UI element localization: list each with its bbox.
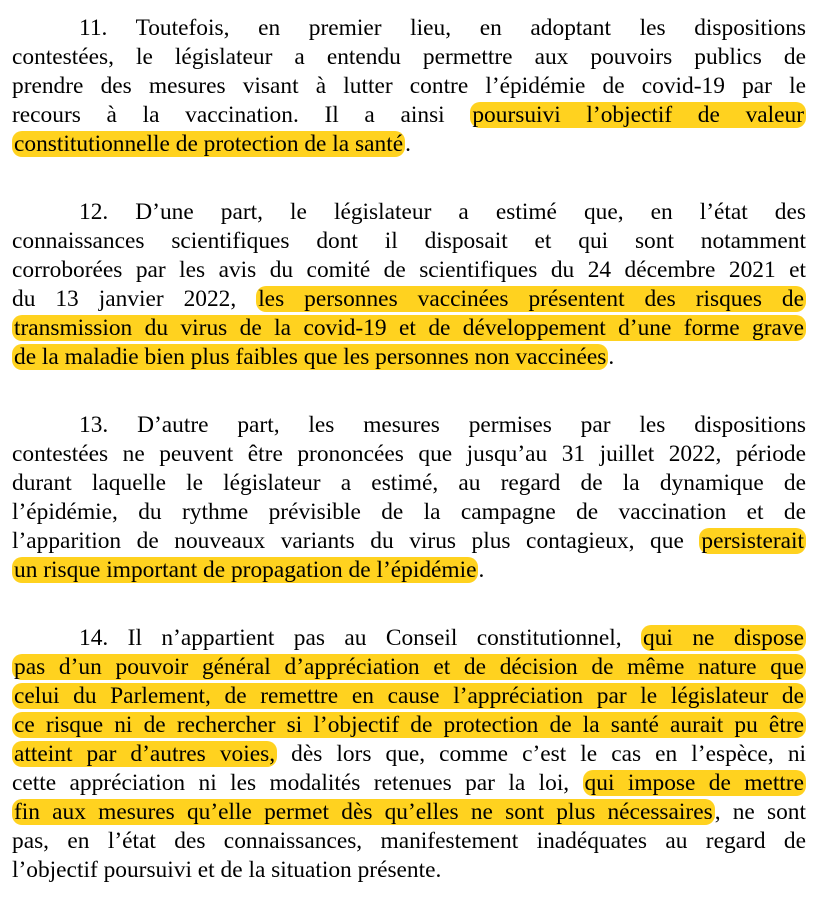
highlight: celui du Parlement, de remettre en cause l’appréciation par le législateur de (14, 683, 804, 709)
highlight: qui impose de mettre (584, 770, 804, 796)
paragraph-11-line-1: 11. Toutefois, en premier lieu, en adoptant les dispositions (79, 15, 806, 41)
paragraph-13-line-3: durant laquelle le législateur a estimé, au regard de la dynamique de (12, 470, 806, 496)
paragraph-14-line-4 (12, 711, 806, 740)
paragraph-13-line-4: l’épidémie, du rythme prévisible de la campagne de vaccination et de (12, 499, 806, 525)
paragraph-14-line-3 (12, 682, 806, 711)
highlight: poursuivi l’objectif de valeur (472, 102, 805, 128)
paragraph-12-line-5 (12, 314, 806, 343)
highlight: transmission du virus de la covid-19 et de développement d’une forme grave (14, 315, 804, 341)
paragraph-11-line-2: contestées, le législateur a entendu permettre aux pouvoirs publics de (12, 44, 806, 70)
paragraph-12-line-1: 12. D’une part, le législateur a estimé que, en l’état des (79, 199, 806, 225)
paragraph-13-line-5: l’apparition de nouveaux variants du virus plus contagieux, que persisterait (12, 528, 804, 554)
paragraph-14-line-8: pas, en l’état des connaissances, manifestement inadéquates au regard de (12, 828, 806, 854)
paragraph-14-line-1: 14. Il n’appartient pas au Conseil constitutionnel, qui ne dispose (79, 625, 804, 651)
paragraph-12-line-6: de la maladie bien plus faibles que les personnes non vaccinées. (14, 344, 615, 370)
paragraph-11-line-4: recours à la vaccination. Il a ainsi poursuivi l’objectif de valeur (12, 102, 805, 128)
paragraph-14-line-2 (12, 653, 806, 682)
highlight: fin aux mesures qu’elle permet dès qu’elles ne sont plus nécessaires (14, 799, 713, 825)
highlight: constitutionnelle de protection de la santé (14, 131, 404, 157)
paragraph-14-line-5: atteint par d’autres voies, dès lors que, comme c’est le cas en l’espèce, ni (14, 741, 807, 767)
highlight: ce risque ni de rechercher si l’objectif de protection de la santé aurait pu être (14, 712, 804, 738)
highlight: persisterait (701, 528, 804, 554)
paragraph-11-line-5: constitutionnelle de protection de la santé. (14, 131, 411, 157)
paragraph-12-line-4: du 13 janvier 2022, les personnes vaccinées présentent des risques de (12, 286, 804, 312)
paragraph-14-line-7: fin aux mesures qu’elle permet dès qu’elles ne sont plus nécessaires, ne sont (14, 799, 806, 825)
paragraph-12-line-2: connaissances scientifiques dont il disposait et qui sont notamment (12, 228, 806, 254)
highlight: un risque important de propagation de l’épidémie (14, 557, 477, 583)
paragraph-14-line-9: l’objectif poursuivi et de la situation présente. (12, 857, 442, 883)
highlight: les personnes vaccinées présentent des risques de (258, 286, 804, 312)
paragraph-12-line-3: corroborées par les avis du comité de scientifiques du 24 décembre 2021 et (12, 257, 806, 283)
paragraph-14-line-6: cette appréciation ni les modalités retenues par la loi, qui impose de mettre (12, 770, 804, 796)
highlight: de la maladie bien plus faibles que les personnes non vaccinées (14, 344, 607, 370)
paragraph-13-line-6: un risque important de propagation de l’épidémie. (14, 557, 485, 583)
highlight: qui ne dispose (643, 625, 804, 651)
highlight: atteint par d’autres voies, (14, 741, 276, 767)
highlight: pas d’un pouvoir général d’appréciation et de décision de même nature que (14, 654, 804, 680)
paragraph-11-line-3: prendre des mesures visant à lutter contre l’épidémie de covid-19 par le (12, 73, 806, 99)
paragraph-13-line-1: 13. D’autre part, les mesures permises par les dispositions (79, 412, 806, 438)
paragraph-13-line-2: contestées ne peuvent être prononcées que jusqu’au 31 juillet 2022, période (12, 441, 806, 467)
